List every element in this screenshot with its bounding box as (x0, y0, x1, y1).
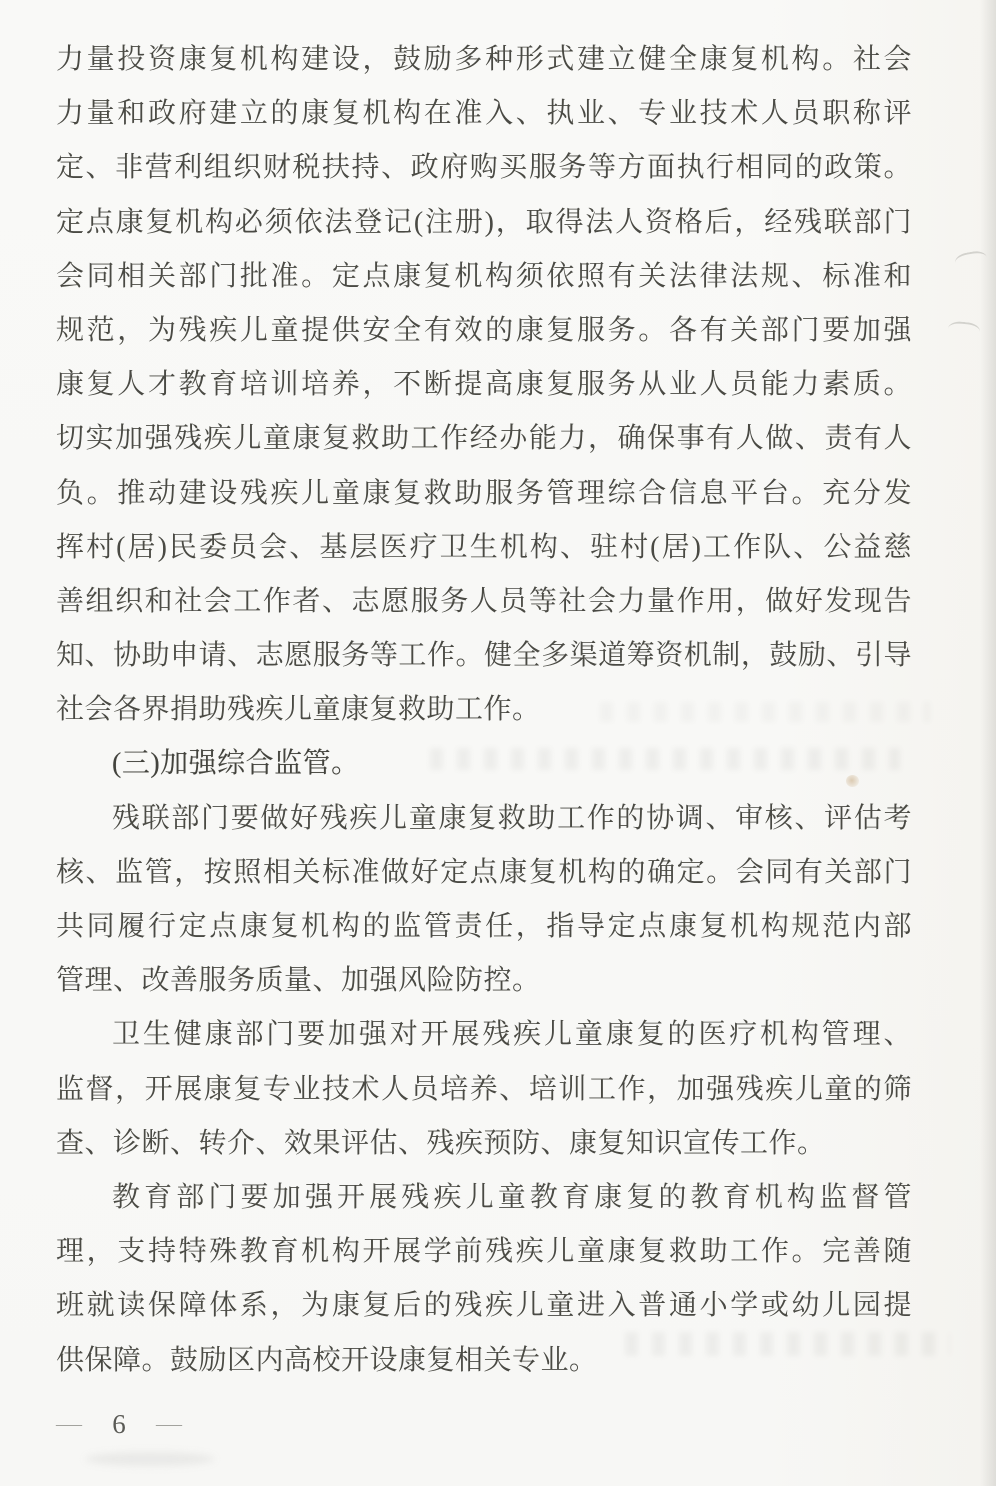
text-line: 卫生健康部门要加强对开展残疾儿童康复的医疗机构管理、 (112, 1019, 912, 1051)
text-line: 力量投资康复机构建设，鼓励多种形式建立健全康复机构。社会 (56, 44, 912, 75)
paragraph (56, 792, 912, 1009)
footer-dash-left: — (56, 1412, 82, 1436)
text-line: 定点康复机构必须依法登记(注册)，取得法人资格后，经残联部门 (56, 206, 912, 238)
text-line: (三)加强综合监管。 (112, 748, 360, 780)
page-number: 6 (112, 1408, 126, 1439)
text-line: 会同相关部门批准。定点康复机构须依照有关法律法规、标准和 (56, 260, 912, 292)
text-line: 查、诊断、转介、效果评估、残疾预防、康复知识宣传工作。 (56, 1127, 826, 1159)
text-line: 教育部门要加强开展残疾儿童教育康复的教育机构监督管 (112, 1181, 912, 1213)
text-line: 理，支持特殊教育机构开展学前残疾儿童康复救助工作。完善随 (56, 1236, 912, 1268)
text-line: 监督，开展康复专业技术人员培养、培训工作，加强残疾儿童的筛 (56, 1073, 912, 1105)
paragraph (56, 1171, 912, 1388)
paper-smudge (85, 1452, 215, 1466)
page-footer (56, 1402, 182, 1446)
text-line: 力量和政府建立的康复机构在准入、执业、专业技术人员职称评 (56, 98, 912, 130)
text-line: 供保障。鼓励区内高校开设康复相关专业。 (56, 1344, 598, 1376)
pencil-mark (954, 249, 988, 270)
text-line: 定、非营利组织财税扶持、政府购买服务等方面执行相同的政策。 (56, 152, 912, 184)
paragraph (56, 1008, 912, 1171)
text-line: 核、监管，按照相关标准做好定点康复机构的确定。会同有关部门 (56, 856, 912, 888)
text-line: 残联部门要做好残疾儿童康复救助工作的协调、审核、评估考 (112, 802, 912, 834)
text-line: 班就读保障体系，为康复后的残疾儿童进入普通小学或幼儿园提 (56, 1290, 912, 1322)
paragraph (56, 33, 912, 737)
section-heading (56, 737, 912, 791)
text-line: 切实加强残疾儿童康复救助工作经办能力，确保事有人做、责有人 (56, 423, 912, 455)
text-line: 康复人才教育培训培养，不断提高康复服务从业人员能力素质。 (56, 369, 912, 401)
pencil-mark (947, 320, 980, 339)
text-line: 规范，为残疾儿童提供安全有效的康复服务。各有关部门要加强 (56, 314, 912, 346)
document-body (56, 33, 912, 1388)
text-line: 共同履行定点康复机构的监管责任，指导定点康复机构规范内部 (56, 911, 912, 942)
text-line: 管理、改善服务质量、加强风险防控。 (56, 965, 541, 997)
text-line: 负。推动建设残疾儿童康复救助服务管理综合信息平台。充分发 (56, 477, 912, 509)
text-line: 挥村(居)民委员会、基层医疗卫生机构、驻村(居)工作队、公益慈 (56, 531, 912, 563)
text-line: 善组织和社会工作者、志愿服务人员等社会力量作用，做好发现告 (56, 585, 912, 617)
scan-edge-shadow (980, 0, 996, 1486)
text-line: 社会各界捐助残疾儿童康复救助工作。 (56, 694, 541, 726)
text-line: 知、协助申请、志愿服务等工作。健全多渠道筹资机制，鼓励、引导 (56, 640, 912, 672)
footer-dash-right: — (156, 1412, 182, 1436)
